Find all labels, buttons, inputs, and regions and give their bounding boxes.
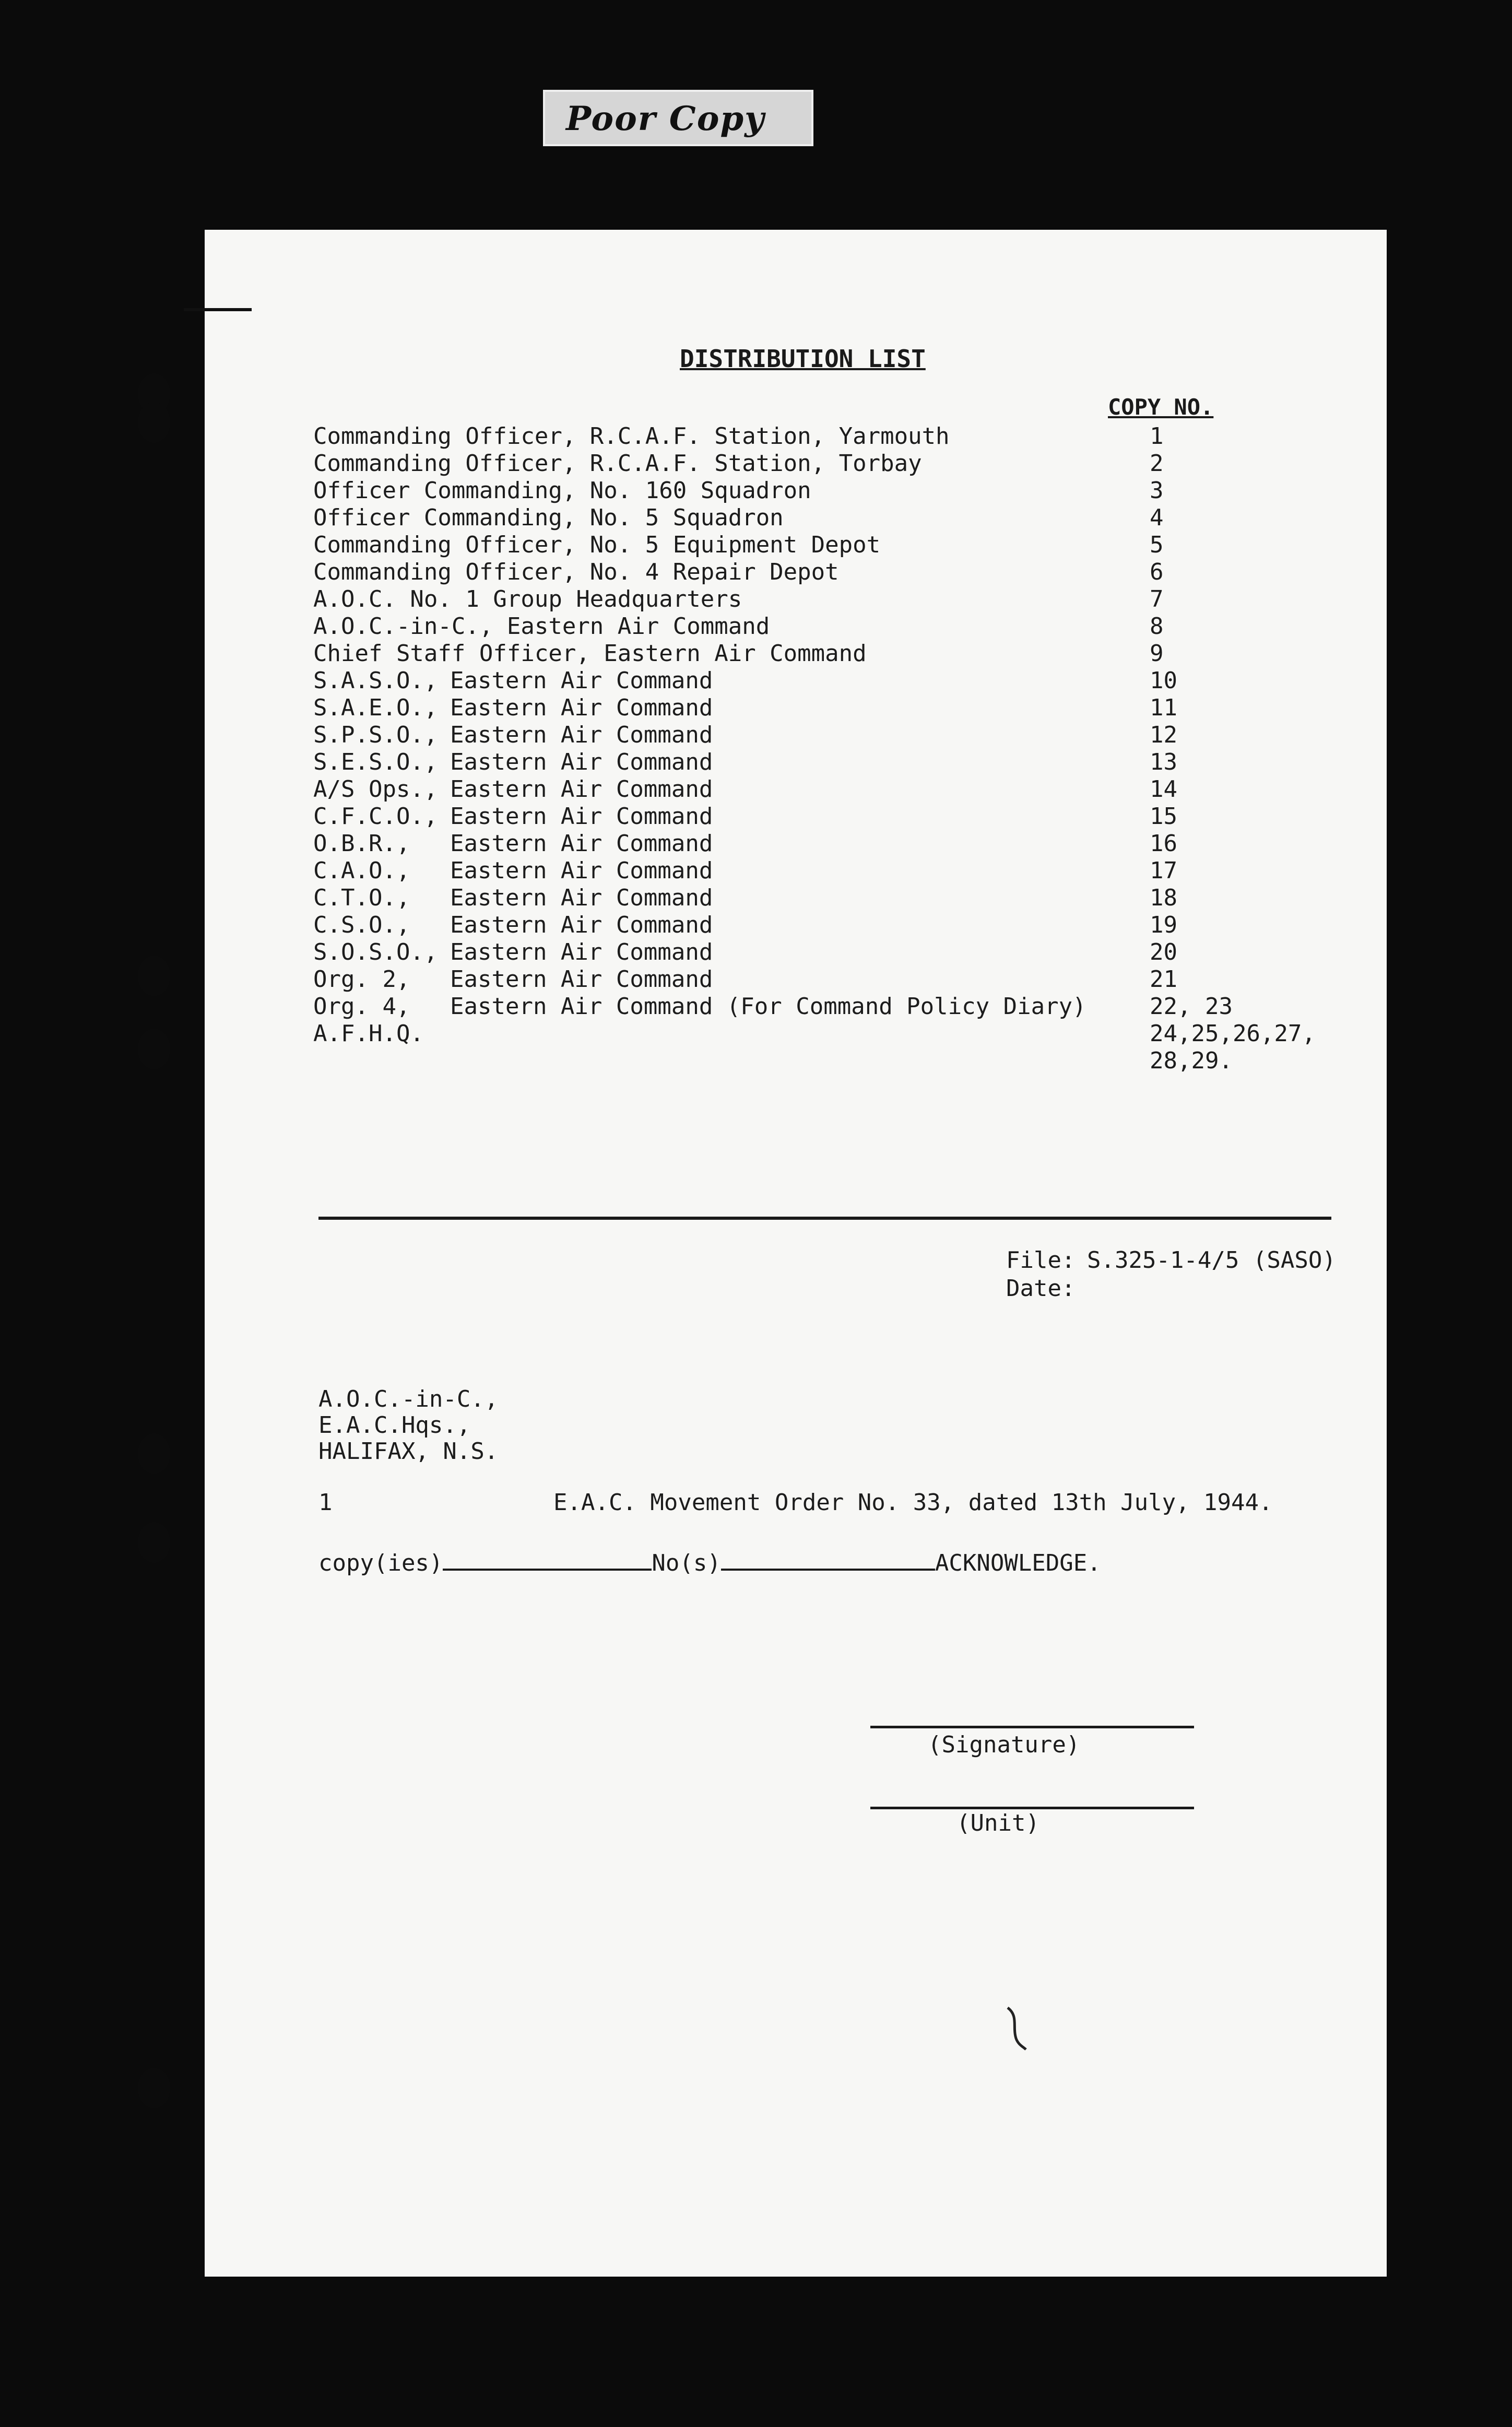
signature-label: (Signature) xyxy=(928,1731,1080,1758)
file-value: S.325-1-4/5 (SASO) xyxy=(1087,1247,1336,1274)
ink-mark xyxy=(184,308,252,311)
ack-count: 1 xyxy=(318,1489,333,1516)
address-line: A.O.C.-in-C., xyxy=(318,1386,499,1412)
punch-hole xyxy=(138,1522,170,1563)
pencil-mark xyxy=(1002,2005,1034,2052)
ack-subject: E.A.C. Movement Order No. 33, dated 13th July, 1944. xyxy=(553,1489,1273,1516)
acknowledge-word: ACKNOWLEDGE. xyxy=(935,1550,1101,1576)
copies-blank[interactable] xyxy=(443,1548,652,1571)
poor-copy-text: Poor Copy xyxy=(566,99,765,138)
punch-hole xyxy=(138,402,170,443)
unit-label: (Unit) xyxy=(956,1810,1040,1836)
punch-hole xyxy=(138,2068,170,2108)
ack-line xyxy=(318,1548,1101,1575)
punch-hole xyxy=(138,956,170,996)
document-page: DISTRIBUTION LIST COPY NO. Commanding Officer, R.C.A.F. Station, Yarmouth 1 Commanding Officer, R.C.A.F. Station, Torbay 2 Officer Commanding, No. 160 Squadron 3 Officer Commanding, No. 5 Squadron 4 Commanding Officer, No. 5 Equipment Depot 5 Commanding Officer, No. 4 Repair Depot 6 A.O.C. No. 1 Group Headquarters 7 A.O.C.-in-C., Eastern Air Command 8 Chief Staff Officer, Eastern Air Command 9 S.A.S.O., Eastern Air Command 10 S.A.E.O., Eastern Air Command 11 S.P.S.O., Eastern Air Command 12 S.E.S.O., Eastern Air Command 13 A/S Ops., Eastern Air Command 14 C.F.C.O., Eastern Air Command 15 O.B.R., Eastern Air Command 16 C.A.O., Eastern Air Command 17 C.T.O., Eastern Air Command 18 C.S.O., Eastern Air Command 19 S.O.S.O., Eastern Air Command 20 Org. 2, Eastern Air Command 21 Org. 4, Eastern Air Command (For Command Policy Diary) 22, 23 A.F.H.Q. 24,25,26,27, 28,29. File: S.325-1-4/5 (SASO) Date: A.O.C.-in-C., E.A.C.Hqs., HALIFAX, N.S. 1 E.A.C. Movement Order No. 33, dated 13th July, 1944. copy(ies) No(s) ACKNOWLEDGE. (Signature) (Unit) xyxy=(205,230,1387,2277)
punch-hole xyxy=(138,1029,170,1069)
nos-label: No(s) xyxy=(652,1550,721,1576)
unit-rule xyxy=(870,1807,1194,1809)
punch-hole xyxy=(138,1433,170,1474)
address-line: E.A.C.Hqs., xyxy=(318,1412,471,1439)
distribution-heading: DISTRIBUTION LIST xyxy=(680,345,926,373)
copies-label: copy(ies) xyxy=(318,1550,443,1576)
separator-rule xyxy=(318,1217,1331,1220)
address-line: HALIFAX, N.S. xyxy=(318,1438,499,1465)
nos-blank[interactable] xyxy=(721,1548,935,1571)
file-label: File: xyxy=(1006,1247,1076,1274)
poor-copy-label xyxy=(543,90,813,146)
date-label: Date: xyxy=(1006,1275,1076,1302)
copy-number-heading: COPY NO. xyxy=(1108,394,1214,420)
signature-rule xyxy=(870,1726,1194,1728)
